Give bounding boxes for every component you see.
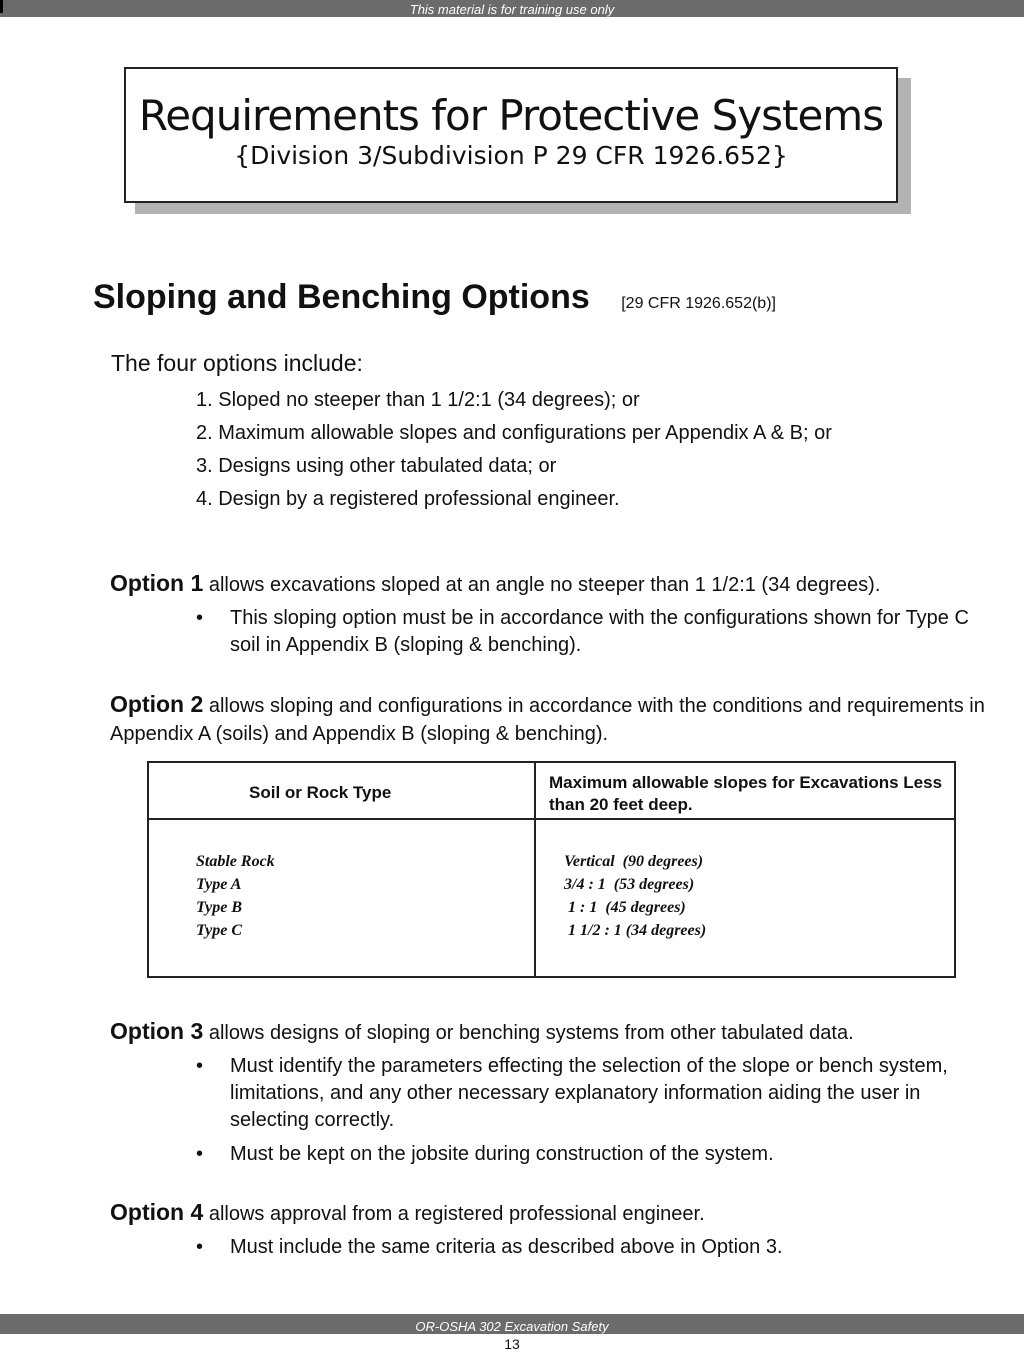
- table-cell-type: Type B: [196, 899, 243, 916]
- bullet-glyph: •: [196, 1236, 204, 1258]
- bullet-text: Must be kept on the jobsite during construction of the system.: [230, 1143, 774, 1165]
- list-item: 1. Sloped no steeper than 1 1/2:1 (34 degrees); or: [196, 389, 640, 411]
- bullet-glyph: •: [196, 1143, 204, 1165]
- slope-table: [147, 761, 956, 978]
- intro-text: The four options include:: [111, 350, 363, 376]
- title-box: [124, 67, 898, 203]
- section-heading-text: Sloping and Benching Options: [93, 278, 590, 316]
- option4-label: Option 4: [110, 1199, 204, 1225]
- table-cell-type: Type A: [196, 876, 242, 893]
- list-item: 2. Maximum allowable slopes and configurations per Appendix A & B; or: [196, 422, 832, 444]
- table-cell-slope: Vertical (90 degrees): [564, 853, 704, 870]
- option3-paragraph: [110, 1017, 1010, 1047]
- page-number: 13: [504, 1336, 520, 1352]
- table-slopes: [564, 850, 706, 942]
- page-title: Requirements for Protective Systems: [138, 91, 884, 140]
- table-header-max-slope: Maximum allowable slopes for Excavations Less than 20 feet deep.: [549, 773, 943, 814]
- list-item: 4. Design by a registered professional engineer.: [196, 488, 620, 510]
- option2-paragraph: [110, 690, 1010, 748]
- table-cell-slope: 1 : 1 (45 degrees): [564, 899, 686, 916]
- bullet-text: Must include the same criteria as described above in Option 3.: [230, 1236, 783, 1258]
- option1-paragraph: [110, 569, 1010, 599]
- banner-text: This material is for training use only: [409, 2, 615, 17]
- option1-label: Option 1: [110, 570, 204, 596]
- option4-paragraph: [110, 1198, 1010, 1228]
- bullet-text: Must identify the parameters effecting the selection of the slope or bench system, limitations, and any other necessary explanatory information aiding the user in selecting correctly.: [230, 1055, 948, 1131]
- page-subtitle: {Division 3/Subdivision P 29 CFR 1926.652}: [234, 141, 788, 170]
- table-column-divider: [534, 763, 536, 976]
- table-cell-type: Type C: [196, 922, 243, 939]
- banner-mark: [0, 0, 3, 13]
- option1-text: allows excavations sloped at an angle no steeper than 1 1/2:1 (34 degrees).: [203, 574, 881, 596]
- option2-label: Option 2: [110, 691, 204, 717]
- option3-text: allows designs of sloping or benching systems from other tabulated data.: [203, 1022, 854, 1044]
- footer-banner: [0, 1314, 1024, 1334]
- option2-text: allows sloping and configurations in accordance with the conditions and requirements in Appendix A (soils) and Appendix B (sloping & benching).: [110, 695, 985, 745]
- footer-course: OR-OSHA 302 Excavation Safety: [415, 1319, 609, 1334]
- table-cell-type: Stable Rock: [196, 853, 275, 870]
- section-reference: [29 CFR 1926.652(b)]: [621, 295, 776, 312]
- table-header-soil-type: Soil or Rock Type: [249, 783, 392, 802]
- table-cell-slope: 3/4 : 1 (53 degrees): [564, 876, 695, 893]
- option4-text: allows approval from a registered professional engineer.: [203, 1203, 705, 1225]
- option3-label: Option 3: [110, 1018, 204, 1044]
- bullet-text: This sloping option must be in accordance with the configurations shown for Type C soil in Appendix B (sloping & benching).: [230, 607, 969, 656]
- table-soil-types: [196, 850, 275, 942]
- section-heading: [93, 278, 776, 317]
- list-item: 3. Designs using other tabulated data; or: [196, 455, 557, 477]
- options-list: [196, 388, 832, 520]
- bullet-glyph: •: [196, 607, 204, 629]
- bullet-glyph: •: [196, 1055, 204, 1077]
- table-cell-slope: 1 1/2 : 1 (34 degrees): [564, 922, 707, 939]
- top-banner: [0, 0, 1024, 17]
- table-row-divider: [149, 818, 954, 820]
